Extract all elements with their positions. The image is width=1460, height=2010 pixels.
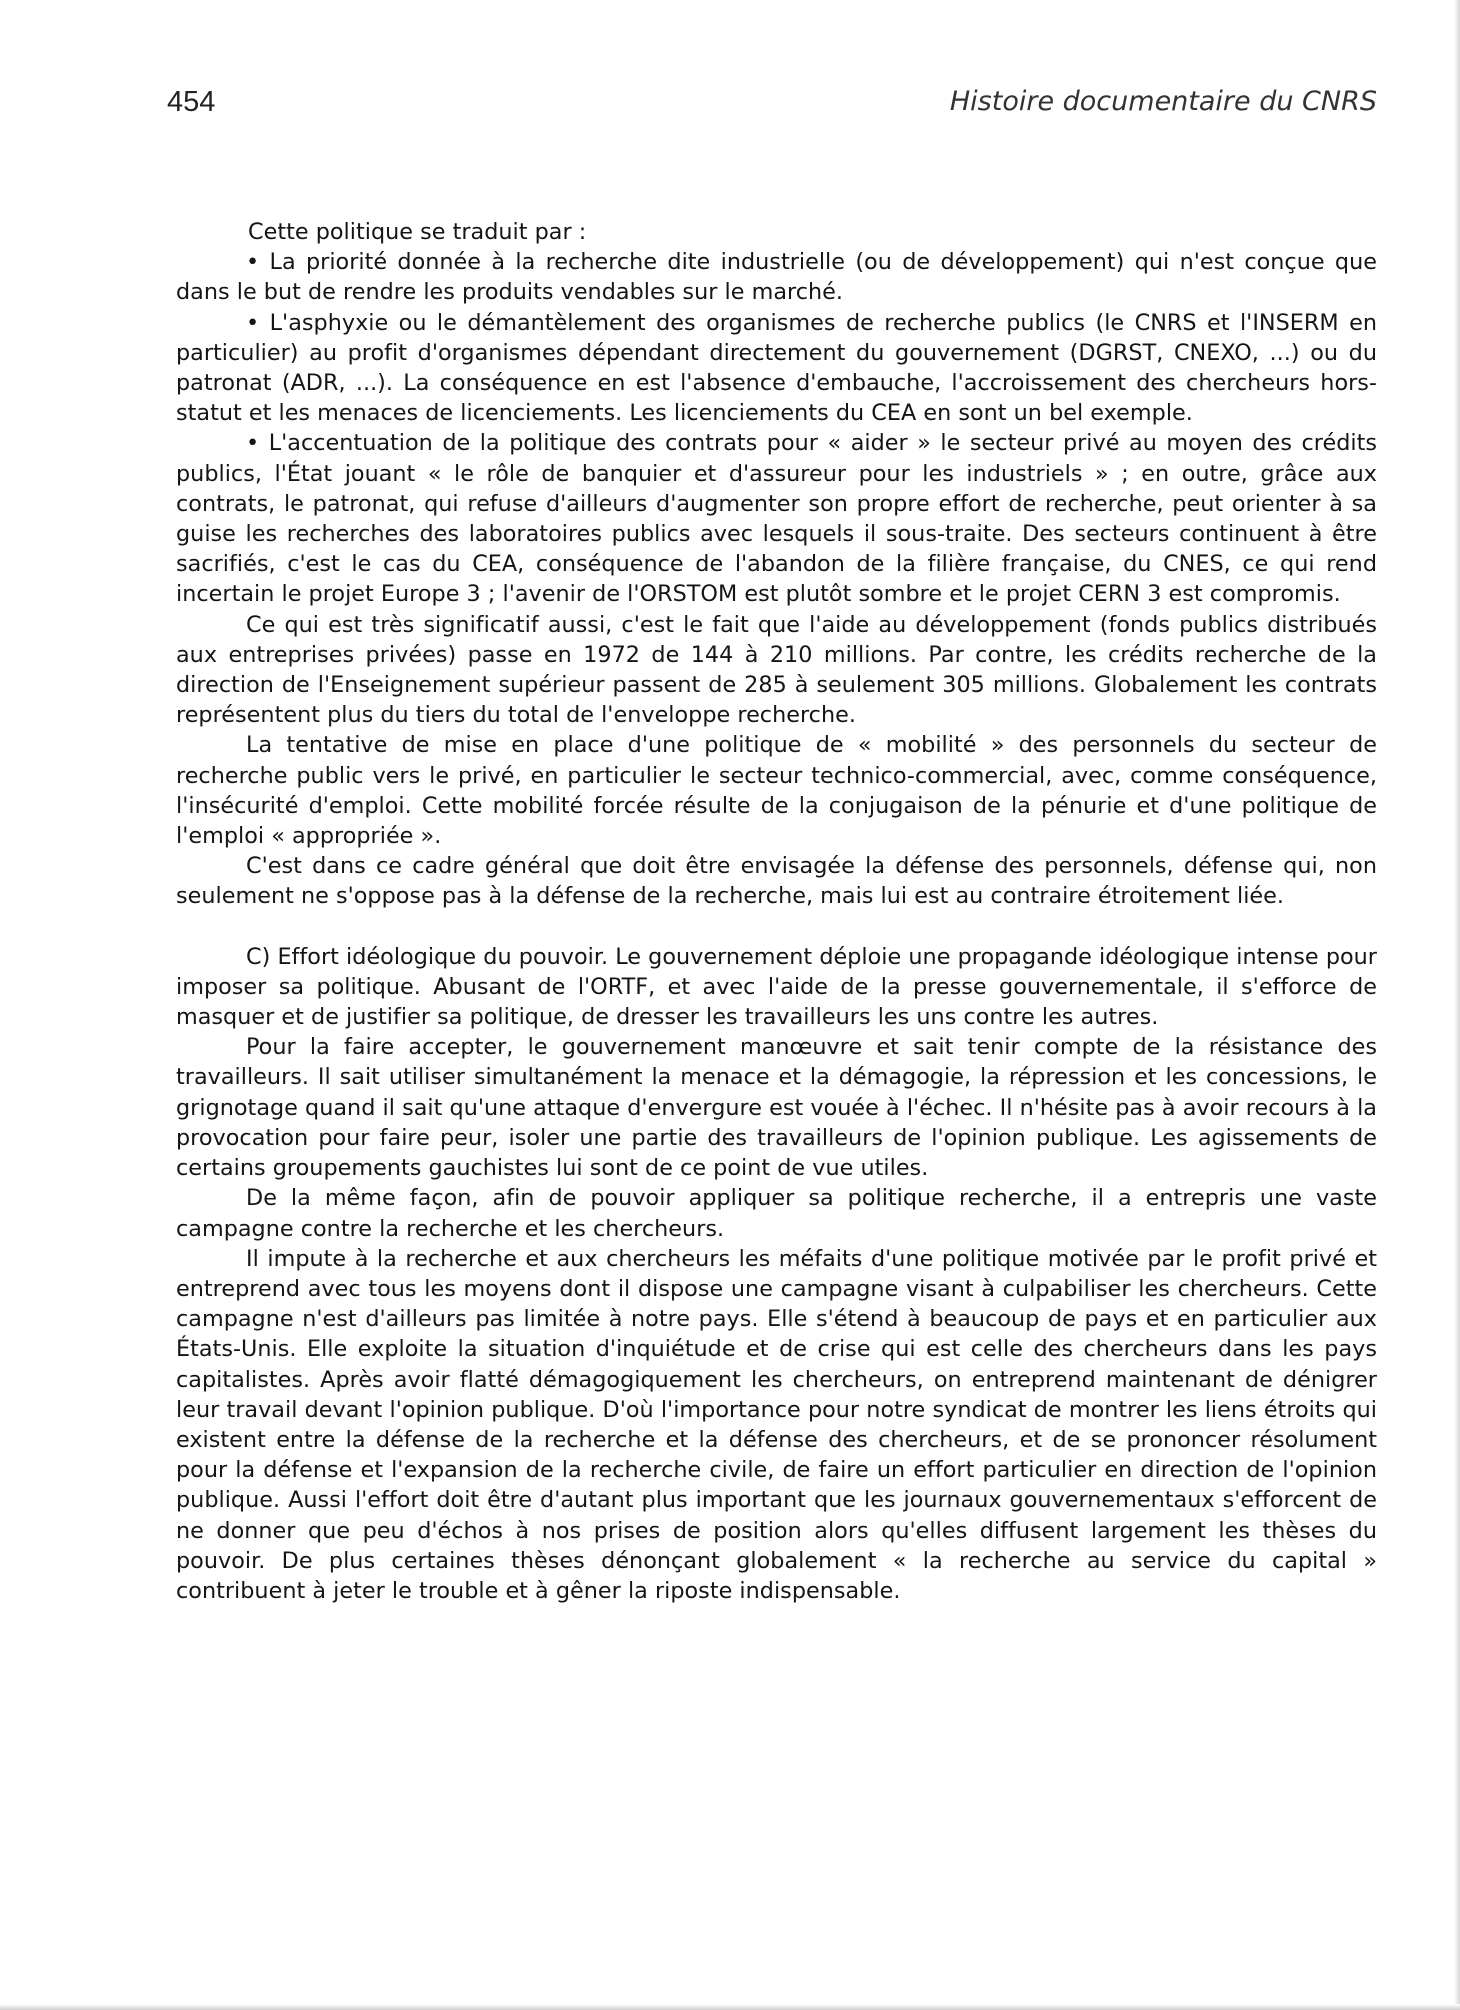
paragraph: Il impute à la recherche et aux chercheurs les méfaits d'une politique motivée par le profit privé et entreprend avec tous les moyens dont il dispose une campagne visant à culpabiliser les chercheurs. Cette campagne n'est d'ailleurs pas limitée à notre pays. Elle s'étend à beaucoup de pays et en particulier aux États-Unis. Elle exploite la situation d'inquiétude et de crise qui est celle des chercheurs dans les pays capitalistes. Après avoir flatté démagogiquement les chercheurs, on entreprend maintenant de dénigrer leur travail devant l'opinion publique. D'où l'importance pour notre syndicat de montrer les liens étroits qui existent entre la défense de la recherche et la défense des chercheurs, et de se prononcer résolument pour la défense et l'expansion de la recherche civile, de faire un effort particulier en direction de l'opinion publique. Aussi l'effort doit être d'autant plus important que les journaux gouvernementaux s'efforcent de ne donner que peu d'échos à nos prises de position alors qu'elles diffusent largement les thèses du pouvoir. De plus certaines thèses dénonçant globalement « la recherche au service du capital » contribuent à jeter le trouble et à gêner la riposte indispensable.	[176, 1245, 1377, 1604]
section-gap	[176, 912, 1377, 942]
paragraph: La tentative de mise en place d'une politique de « mobilité » des personnels du secteur de recherche public vers le privé, en particulier le secteur technico-commercial, avec, comme conséquence, l'insécurité d'emploi. Cette mobilité forcée résulte de la conjugaison de la pénurie et d'une politique de l'emploi « appropriée ».	[176, 732, 1377, 850]
bullet-paragraph: • L'accentuation de la politique des contrats pour « aider » le secteur privé au moyen des crédits publics, l'État jouant « le rôle de banquier et d'assureur pour les industriels » ; en outre, grâce aux contrats, le patronat, qui refuse d'ailleurs d'augmenter son propre effort de recherche, peut orienter à sa guise les recherches des laboratoires publics avec lesquels il sous-traite. Des secteurs continuent à être sacrifiés, c'est le cas du CEA, conséquence de l'abandon de la filière française, du CNES, ce qui rend incertain le projet Europe 3 ; l'avenir de l'ORSTOM est plutôt sombre et le projet CERN 3 est compromis.	[176, 430, 1377, 608]
paragraph: Pour la faire accepter, le gouvernement manœuvre et sait tenir compte de la résistance des travailleurs. Il sait utiliser simultanément la menace et la démagogie, la répression et les concessions, le grignotage quand il sait qu'une attaque d'envergure est vouée à l'échec. Il n'hésite pas à avoir recours à la provocation pour faire peur, isoler une partie des travailleurs de l'opinion publique. Les agissements de certains groupements gauchistes lui sont de ce point de vue utiles.	[176, 1034, 1377, 1182]
section-heading-paragraph: C) Effort idéologique du pouvoir. Le gouvernement déploie une propagande idéologique intense pour imposer sa politique. Abusant de l'ORTF, et avec l'aide de la presse gouvernementale, il s'efforce de masquer et de justifier sa politique, de dresser les travailleurs les uns contre les autres.	[176, 943, 1377, 1031]
running-title: Histoire documentaire du CNRS	[949, 86, 1377, 117]
paragraph: De la même façon, afin de pouvoir appliquer sa politique recherche, il a entrepris une vaste campagne contre la recherche et les chercheurs.	[176, 1185, 1377, 1242]
main-text	[176, 217, 1377, 1606]
paragraph: Cette politique se traduit par :	[248, 219, 587, 245]
paragraph: Ce qui est très significatif aussi, c'est le fait que l'aide au développement (fonds publics distribués aux entreprises privées) passe en 1972 de 144 à 210 millions. Par contre, les crédits recherche de la direction de l'Enseignement supérieur passent de 285 à seulement 305 millions. Globalement les contrats représentent plus du tiers du total de l'enveloppe recherche.	[176, 611, 1377, 729]
bullet-paragraph: • La priorité donnée à la recherche dite industrielle (ou de développement) qui n'est conçue que dans le but de rendre les produits vendables sur le marché.	[176, 249, 1377, 306]
page-edge-shadow	[1454, 0, 1460, 2010]
paragraph: C'est dans ce cadre général que doit être envisagée la défense des personnels, défense qui, non seulement ne s'oppose pas à la défense de la recherche, mais lui est au contraire étroitement liée.	[176, 853, 1377, 910]
bullet-paragraph: • L'asphyxie ou le démantèlement des organismes de recherche publics (le CNRS et l'INSERM en particulier) au profit d'organismes dépendant directement du gouvernement (DGRST, CNEXO, ...) ou du patronat (ADR, ...). La conséquence en est l'absence d'embauche, l'accroissement des chercheurs hors-statut et les menaces de licenciements. Les licenciements du CEA en sont un bel exemple.	[176, 309, 1377, 427]
page-number: 454	[167, 86, 216, 118]
page-header	[167, 86, 1377, 126]
section-c	[176, 942, 1377, 1606]
page-edge-shadow	[0, 2004, 1460, 2010]
